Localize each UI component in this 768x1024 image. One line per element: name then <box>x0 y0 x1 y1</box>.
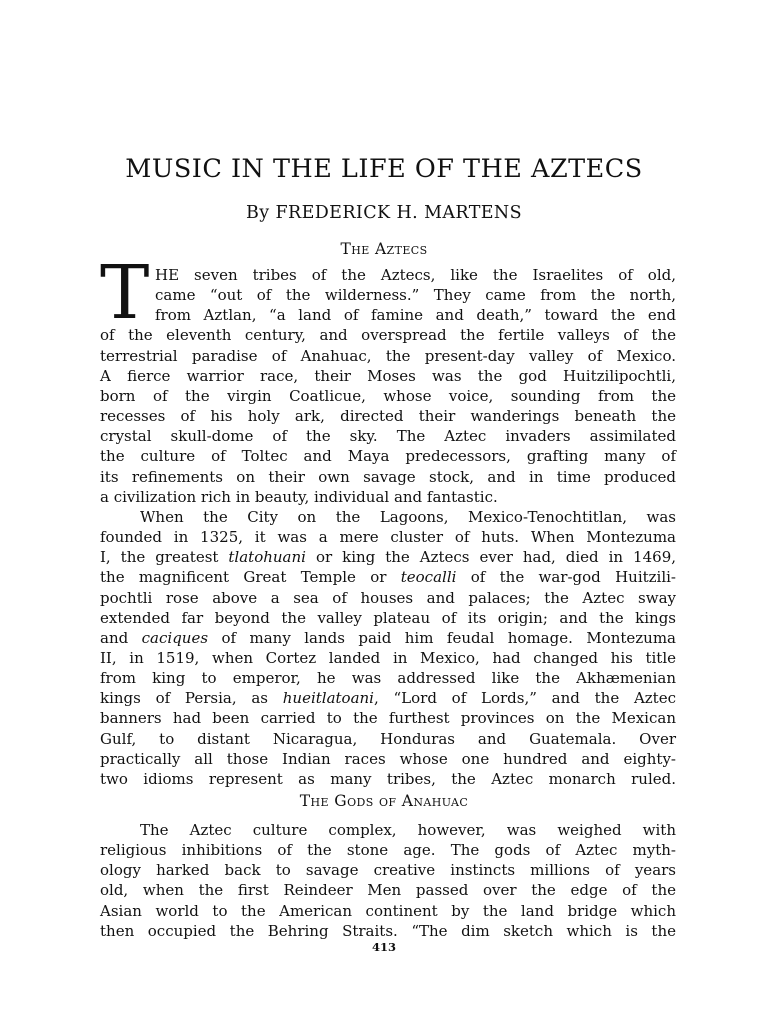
text-line: HE seven tribes of the Aztecs, like the Israelites of old, <box>155 266 676 284</box>
drop-cap: T <box>100 250 150 336</box>
text-line: ology harked back to savage creative instincts millions of years <box>100 861 676 880</box>
text-line: recesses of his holy ark, directed their wanderings beneath the <box>100 407 676 426</box>
text-line: kings of Persia, as hueitlatoani, “Lord of Lords,” and the Aztec <box>100 689 676 708</box>
text-line: from king to emperor, he was addressed like the Akhæmenian <box>100 669 676 688</box>
author-byline: By FREDERICK H. MARTENS <box>245 203 523 223</box>
text-line: born of the virgin Coatlicue, whose voice, sounding from the <box>100 386 676 405</box>
section-heading-gods-of-anahuac: The Gods of Anahuac <box>299 792 469 810</box>
italic-term: tlatohuani <box>228 548 306 567</box>
text-line: its refinements on their own savage stock, and in time produced <box>100 467 676 486</box>
italic-term: caciques <box>141 628 209 647</box>
text-line: pochtli rose above a sea of houses and palaces; the Aztec sway <box>100 588 676 607</box>
text-line: of the eleventh century, and overspread the fertile valleys of the <box>100 326 676 345</box>
text-line: Gulf, to distant Nicaragua, Honduras and Guatemala. Over <box>100 729 676 748</box>
text-line: two idioms represent as many tribes, the Aztec monarch ruled. <box>100 769 676 788</box>
text-line: and caciques of many lands paid him feudal homage. Montezuma <box>100 628 676 647</box>
text-line: a civilization rich in beauty, individual and fantastic. <box>100 487 498 506</box>
text-line: founded in 1325, it was a mere cluster of huts. When Montezuma <box>100 528 676 547</box>
text-line: from Aztlan, “a land of famine and death,” toward the end <box>155 306 676 325</box>
text-line: extended far beyond the valley plateau of its origin; and the kings <box>100 608 676 627</box>
text-line: banners had been carried to the furthest provinces on the Mexican <box>100 709 676 728</box>
text-line: the magnificent Great Temple or teocalli of the war-god Huitzili- <box>100 568 677 587</box>
text-line: A fierce warrior race, their Moses was the god Huitzilipochtli, <box>100 366 676 385</box>
section-heading-aztecs: The Aztecs <box>340 240 428 258</box>
article-title: MUSIC IN THE LIFE OF THE AZTECS <box>125 154 643 184</box>
text-line: old, when the first Reindeer Men passed over the edge of the <box>100 881 676 900</box>
body-text-section-2 <box>100 820 676 941</box>
text-line: the culture of Toltec and Maya predecessors, grafting many of <box>100 447 676 466</box>
text-line: When the City on the Lagoons, Mexico-Tenochtitlan, was <box>140 507 676 526</box>
body-text-section-1 <box>100 265 676 789</box>
italic-term: teocalli <box>400 568 457 587</box>
italic-term: hueitlatoani <box>282 689 374 708</box>
text-line: then occupied the Behring Straits. “The dim sketch which is the <box>100 921 676 940</box>
text-line: terrestrial paradise of Anahuac, the present-day valley of Mexico. <box>100 346 676 365</box>
text-line: crystal skull-dome of the sky. The Aztec invaders assimilated <box>100 427 676 446</box>
page-number: 413 <box>371 940 396 954</box>
text-line: practically all those Indian races whose one hundred and eighty- <box>100 749 676 768</box>
text-line: religious inhibitions of the stone age. The gods of Aztec myth- <box>100 841 676 860</box>
text-line: The Aztec culture complex, however, was weighed with <box>140 821 676 839</box>
text-line: came “out of the wilderness.” They came from the north, <box>155 286 676 305</box>
text-line: II, in 1519, when Cortez landed in Mexico, had changed his title <box>100 648 676 667</box>
text-line: I, the greatest tlatohuani or king the Aztecs ever had, died in 1469, <box>100 548 677 567</box>
text-line: Asian world to the American continent by the land bridge which <box>100 901 676 920</box>
